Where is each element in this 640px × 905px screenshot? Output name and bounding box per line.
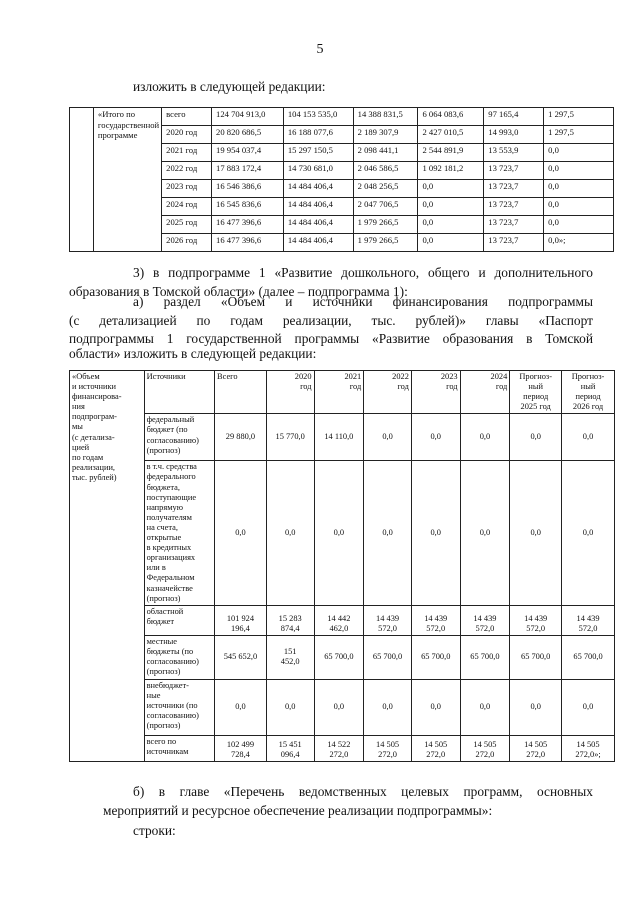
table-row [70,635,615,679]
cell-line: на счета, [146,522,178,532]
cell-line: 101 924 [226,613,255,623]
value-cell [266,635,314,679]
cell-line: 0,0 [284,527,296,537]
cell-line: 272,0 [378,749,397,759]
table-row [70,679,615,735]
value-cell: 124 704 913,0 [212,108,284,126]
source-cell [144,635,214,679]
table-row [70,461,615,605]
value-cell: 97 165,4 [484,108,544,126]
cell-line: 0,0 [582,702,594,712]
cell-line: 096,4 [280,749,300,759]
cell-line: 15 283 [278,613,302,623]
cell-line: 572,0 [426,623,446,633]
value-cell: 1 297,5 [544,126,614,144]
cell-line: 545 652,0 [223,652,258,662]
cell-line: 65 700,0 [421,652,451,662]
value-cell: 104 153 535,0 [283,108,353,126]
source-cell [144,679,214,735]
cell-line: (прогноз) [146,445,181,455]
value-cell [562,461,615,605]
value-cell: 0,0»; [544,234,614,252]
cell-line: год [397,382,409,392]
cell-line: подпрограм- [72,412,117,422]
value-cell: 2 098 441,1 [353,144,418,162]
cell-line: 14 505 [424,739,448,749]
cell-line: 14 439 [524,613,548,623]
value-cell [314,605,364,635]
cell-line: всего по [146,736,177,746]
table-row [70,735,615,761]
cell-line: 0,0 [430,432,441,442]
program-totals-table [69,107,614,252]
cell-line: внебюджет- [146,680,189,690]
value-cell [562,635,615,679]
cell-line: 14 522 [327,739,351,749]
value-cell: 0,0 [544,216,614,234]
row-label: 2020 год [162,126,212,144]
cell-line: 0,0 [235,702,246,712]
cell-line: 14 505 [576,739,600,749]
cell-line: 272,0 [329,749,349,759]
value-cell [266,461,314,605]
para-b-line3: строки: [133,823,176,838]
value-cell [460,679,510,735]
page-number: 5 [316,42,324,57]
empty-cell [70,108,94,252]
value-cell [215,461,267,605]
cell-line: федеральный [146,415,195,425]
cell-line: год [349,382,362,392]
cell-line: 272,0 [526,749,546,759]
cell-line: 2022 [392,372,409,381]
cell-line: Прогноз- [571,372,605,381]
value-cell [364,414,412,461]
cell-line: напрямую [146,502,183,512]
value-cell [364,605,412,635]
value-cell [314,679,364,735]
cell-line: источникам [146,746,189,756]
funding-side-label [70,371,145,762]
value-cell: 2 189 307,9 [353,126,418,144]
value-cell: 14 388 831,5 [353,108,418,126]
value-cell [215,735,267,761]
intro-line: изложить в следующей редакции: [133,79,326,94]
para3a-line4: области» изложить в следующей редакции: [69,346,317,361]
value-cell [510,635,562,679]
value-cell [364,679,412,735]
value-cell [266,605,314,635]
cell-line: источники (по [146,700,198,710]
value-cell: 20 820 686,5 [212,126,284,144]
cell-line: 15 451 [278,739,302,749]
para-b-line2: мероприятий и ресурсное обеспечение реализации подпрограммы»: [103,803,493,818]
cell-line: 14 439 [376,613,400,623]
cell-line: или в [146,563,166,573]
cell-line: 572,0 [378,623,397,633]
value-cell [562,679,615,735]
cell-line: открытые [146,533,182,543]
cell-line: 452,0 [280,657,300,667]
value-cell [460,461,510,605]
cell-line: 0,0 [382,432,393,442]
row-label: 2024 год [162,198,212,216]
cell-line: тыс. рублей) [72,472,117,482]
cell-line: 196,4 [231,623,250,633]
cell-line: цией [72,442,90,452]
cell-line: ный [580,382,596,392]
cell-line: бюджета, [146,482,180,492]
cell-line: согласованию) [146,656,199,666]
value-cell: 14 484 406,4 [283,198,353,216]
cell-line: федерального [146,472,196,482]
value-cell: 1 979 266,5 [353,234,418,252]
value-cell: 0,0 [544,180,614,198]
cell-line: 272,0»; [575,749,601,759]
cell-line: ный [528,382,543,392]
cell-line: 728,4 [231,749,250,759]
cell-line: 0,0 [582,432,594,442]
value-cell [266,414,314,461]
value-cell [215,635,267,679]
cell-line: по годам [72,452,104,462]
cell-line: 0,0 [430,527,441,537]
cell-line: 65 700,0 [521,652,551,662]
cell-line: ные [146,690,161,700]
row-label: всего [162,108,212,126]
cell-line: 462,0 [329,623,349,633]
value-cell: 0,0 [418,180,484,198]
cell-line: поступающие [146,492,197,502]
value-cell [364,635,412,679]
cell-line: местные [146,636,178,646]
cell-line: 0,0 [382,527,393,537]
value-cell [460,735,510,761]
cell-line: финансирова- [72,392,122,402]
cell-line: 14 110,0 [324,432,354,442]
cell-line: год [495,382,508,392]
cell-line: 14 505 [524,739,548,749]
value-cell [411,635,460,679]
cell-line: 65 700,0 [372,652,403,662]
cell-line: 572,0 [526,623,546,633]
value-cell [510,605,562,635]
value-cell: 13 723,7 [484,180,544,198]
cell-line: в т.ч. средства [146,462,197,472]
table-row [70,414,615,461]
cell-line: 0,0 [479,432,491,442]
value-cell [510,679,562,735]
header-sources: Источники [144,371,214,414]
header-forecast [562,371,615,414]
value-cell: 2 544 891,9 [418,144,484,162]
para3a-line1: а) раздел «Объем и источники финансирования подпрограммы [133,294,593,309]
row-label: 2026 год [162,234,212,252]
para-b-line1: б) в главе «Перечень ведомственных целевых программ, основных [133,784,593,799]
value-cell [460,605,510,635]
cell-line: 0,0 [430,702,441,712]
value-cell: 13 723,7 [484,216,544,234]
cell-line: (прогноз) [146,593,181,603]
header-row [70,371,615,414]
value-cell [266,679,314,735]
cell-line: 29 880,0 [225,432,256,442]
cell-line: организациях [146,553,196,563]
cell-line: и источники [72,382,117,392]
cell-line: 572,0 [578,623,598,633]
value-cell: 15 297 150,5 [283,144,353,162]
value-cell: 2 048 256,5 [353,180,418,198]
value-cell [314,414,364,461]
cell-line: 65 700,0 [470,652,500,662]
cell-line: 65 700,0 [324,652,354,662]
cell-line: ния [72,402,85,412]
cell-line: 0,0 [284,702,296,712]
value-cell [411,735,460,761]
cell-line: 14 439 [473,613,497,623]
value-cell [562,414,615,461]
cell-line: 14 442 [327,613,351,623]
cell-line: период [575,392,601,402]
cell-line: казначействе [146,583,193,593]
value-cell [510,414,562,461]
cell-line: 0,0 [333,702,345,712]
cell-line: 0,0 [530,702,541,712]
cell-line: 14 505 [473,739,497,749]
cell-line: областной [146,606,184,616]
cell-line: 272,0 [475,749,495,759]
row-label: 2025 год [162,216,212,234]
value-cell [364,461,412,605]
cell-line: 572,0 [475,623,495,633]
cell-line: год [300,382,312,392]
cell-line: период [523,392,549,402]
cell-line: 0,0 [333,527,345,537]
value-cell: 1 979 266,5 [353,216,418,234]
value-cell: 17 883 172,4 [212,162,284,180]
header-forecast [510,371,562,414]
value-cell [411,605,460,635]
value-cell: 14 484 406,4 [283,216,353,234]
header-year [411,371,460,414]
subprogram-funding-table [69,370,615,762]
cell-line: 0,0 [530,527,541,537]
value-cell: 1 297,5 [544,108,614,126]
cell-line: в кредитных [146,543,192,553]
value-cell: 1 092 181,2 [418,162,484,180]
value-cell: 2 427 010,5 [418,126,484,144]
value-cell: 14 993,0 [484,126,544,144]
value-cell: 0,0 [544,198,614,216]
table-row [70,108,614,126]
row-label: 2021 год [162,144,212,162]
value-cell [314,635,364,679]
value-cell: 13 553,9 [484,144,544,162]
cell-line: 14 439 [424,613,448,623]
value-cell: 16 477 396,6 [212,234,284,252]
cell-line: 0,0 [479,527,491,537]
row-label: 2023 год [162,180,212,198]
value-cell: 16 477 396,6 [212,216,284,234]
cell-line: год [446,382,458,392]
cell-line: 151 [283,647,297,657]
value-cell: 13 723,7 [484,162,544,180]
source-cell [144,605,214,635]
row-label: 2022 год [162,162,212,180]
header-year [364,371,412,414]
cell-line: 874,4 [280,623,300,633]
source-cell [144,735,214,761]
header-year [460,371,510,414]
value-cell: 16 545 836,6 [212,198,284,216]
cell-line: 0,0 [479,702,491,712]
source-cell [144,414,214,461]
cell-line: 2024 [490,372,508,381]
header-total: Всего [215,371,267,414]
cell-line: 0,0 [530,432,541,442]
value-cell [460,414,510,461]
para3a-line3: подпрограммы 1 государственной программы «Развитие образования в Томской [69,331,593,346]
cell-line: получателям [146,512,192,522]
value-cell [215,679,267,735]
value-cell: 14 484 406,4 [283,234,353,252]
cell-line: 272,0 [426,749,446,759]
source-cell [144,461,214,605]
value-cell: 0,0 [544,144,614,162]
header-year [266,371,314,414]
value-cell [215,414,267,461]
value-cell: 2 046 586,5 [353,162,418,180]
cell-line: «Объем [72,372,100,381]
value-cell [215,605,267,635]
cell-line: 2020 [294,372,312,381]
value-cell [411,414,460,461]
value-cell [314,735,364,761]
value-cell: 2 047 706,5 [353,198,418,216]
value-cell [314,461,364,605]
value-cell: 16 188 077,6 [283,126,353,144]
value-cell: 0,0 [544,162,614,180]
para3-line2: образования в Томской области» (далее – подпрограмма 1): [69,284,408,299]
value-cell [562,735,615,761]
cell-line: 14 439 [576,613,600,623]
cell-line: 15 770,0 [275,432,305,442]
cell-line: мы [72,422,83,432]
cell-line: 14 505 [376,739,400,749]
table-row [70,605,615,635]
cell-line: Прогноз- [519,372,552,381]
value-cell [562,605,615,635]
cell-line: бюджеты (по [146,646,194,656]
para3a-line2: (с детализацией по годам реализации, тыс. рублей)» главы «Паспорт [69,313,593,328]
value-cell: 6 064 083,6 [418,108,484,126]
program-total-label: «Итого по государственной программе [93,108,161,252]
cell-line: согласованию) [146,710,199,720]
cell-line: 2025 год [520,402,551,412]
cell-line: (с детализа- [72,432,115,442]
value-cell [411,679,460,735]
cell-line: согласованию) [146,435,199,445]
header-year [314,371,364,414]
cell-line: (прогноз) [146,666,181,676]
cell-line: реализации, [72,462,116,472]
value-cell: 19 954 037,4 [212,144,284,162]
value-cell [266,735,314,761]
value-cell: 16 546 386,6 [212,180,284,198]
value-cell: 14 484 406,4 [283,180,353,198]
value-cell: 14 730 681,0 [283,162,353,180]
cell-line: 0,0 [235,527,246,537]
cell-line: 102 499 [226,739,255,749]
cell-line: 0,0 [382,702,393,712]
value-cell [411,461,460,605]
cell-line: 2021 [344,372,362,381]
para3-line1: 3) в подпрограмме 1 «Развитие дошкольного, общего и дополнительного [133,265,593,280]
value-cell [364,735,412,761]
cell-line: 65 700,0 [573,652,603,662]
value-cell [460,635,510,679]
value-cell [510,461,562,605]
cell-line: Федеральном [146,573,195,583]
cell-line: 2026 год [572,402,604,412]
value-cell: 13 723,7 [484,234,544,252]
value-cell [510,735,562,761]
cell-line: бюджет [146,616,174,626]
cell-line: бюджет (по [146,425,188,435]
cell-line: 0,0 [582,527,594,537]
cell-line: (прогноз) [146,721,181,731]
value-cell: 0,0 [418,234,484,252]
cell-line: 2023 [440,372,458,381]
value-cell: 0,0 [418,216,484,234]
value-cell: 0,0 [418,198,484,216]
value-cell: 13 723,7 [484,198,544,216]
